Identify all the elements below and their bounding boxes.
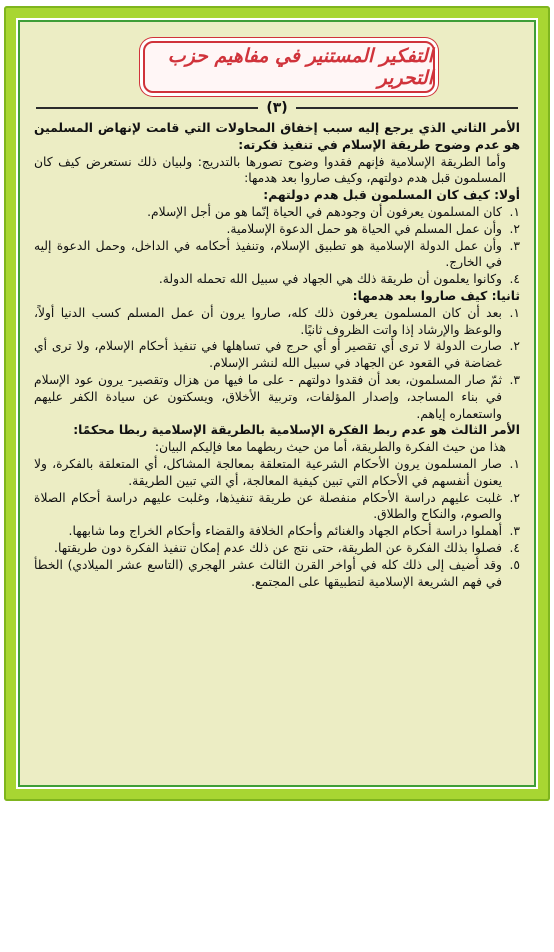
list-item: ٣. ثمّ صار المسلمون، بعد أن فقدوا دولتهم - على ما فيها من هزال وتقصير- يرون عود الإسلام في بناء المساجد، وإصدار المؤلفات، وتربية الأخلاق، ويسكتون عن سيادة الكفر عليهم واستعماره إياهم. (34, 372, 520, 421)
third-list (34, 456, 520, 590)
intro-heading: الأمر الثاني الذي يرجع إليه سبب إخفاق المحاولات التي قامت لإنهاض المسلمين هو عدم وضوح طريقة الإسلام في تنفيذ فكرته: (34, 121, 520, 152)
content-panel (18, 20, 536, 787)
part-number-row (36, 98, 518, 118)
article-body (34, 120, 520, 777)
list-item: ٢. وأن عمل المسلم في الحياة هو حمل الدعوة الإسلامية. (226, 221, 520, 236)
list-item: ١. كان المسلمون يعرفون أن وجودهم في الحياة إنّما هو من أجل الإسلام. (147, 204, 520, 219)
list-item: ٢. غلبت عليهم دراسة الأحكام منفصلة عن طريقة تنفيذها، وغلبت عليهم دراسة أحكام الصلاة والصوم، والنكاح والطلاق. (34, 490, 520, 522)
banner-title: التفكير المستنير في مفاهيم حزب التحرير (167, 45, 433, 89)
list-item: ٤. فصلوا بذلك الفكرة عن الطريقة، حتى نتج عن ذلك عدم إمكان تنفيذ الفكرة دون طريقتها. (54, 540, 520, 555)
list-item: ٣. أهملوا دراسة أحكام الجهاد والغنائم وأحكام الخلافة والقضاء وأحكام الخراج وما شابهها. (68, 524, 520, 539)
third-heading: الأمر الثالث هو عدم ربط الفكرة الإسلامية بالطريقة الإسلامية ربطا محكمًا: (73, 423, 520, 438)
list-item: ٤. وكانوا يعلمون أن طريقة ذلك هي الجهاد في سبيل الله تحمله الدولة. (158, 272, 520, 287)
list-item: ٢. صارت الدولة لا ترى أي تقصير أو أي حرج في تساهلها في تنفيذ أحكام الإسلام، ولا ترى أي غضاضة في القعود عن الجهاد في سبيل الله لنشر الإسلام. (34, 339, 520, 371)
first-list (34, 204, 520, 288)
third-intro: هذا من حيث الفكرة والطريقة، أما من حيث ربطهما معا فإليكم البيان: (154, 440, 506, 455)
title-banner (143, 41, 435, 93)
part-number: (٣) (266, 100, 288, 116)
second-list (34, 305, 520, 423)
list-item: ١. صار المسلمون يرون الأحكام الشرعية المتعلقة بمعالجة المشاكل، أي المتعلقة بالفكرة، ولا يعنون أنفسهم في الأحكام التي تبين كيفية المعالجة، أي التي تبين الطريقة. (34, 456, 520, 488)
list-item: ٥. وقد أضيف إلى ذلك كله في أواخر القرن الثالث عشر الهجري (التاسع عشر الميلادي) الخطأ في فهم الشريعة الإسلامية لتطبيقها على المجتمع. (34, 557, 520, 589)
intro-text: وأما الطريقة الإسلامية فإنهم فقدوا وضوح تصورها بالتدريج: ولبيان ذلك نستعرض كيف كان المسلمون قبل هدم دولتهم، وكيف صاروا بعد هدمها: (34, 154, 506, 186)
list-item: ١. بعد أن كان المسلمون يعرفون ذلك كله، صاروا يرون أن عمل المسلم كسب الدنيا أولاً، والوعظ والإرشاد إذا واتت الظروف ثانيًا. (34, 305, 520, 337)
page-frame (4, 6, 550, 801)
first-heading: أولا: كيف كان المسلمون قبل هدم دولتهم: (263, 188, 520, 203)
divider-right (296, 107, 518, 109)
list-item: ٣. وأن عمل الدولة الإسلامية هو تطبيق الإسلام، وتنفيذ أحكامه في الداخل، وحمل الدعوة إليه في الخارج. (34, 238, 520, 270)
second-heading: ثانيا: كيف صاروا بعد هدمها: (352, 288, 520, 303)
divider-left (36, 107, 258, 109)
